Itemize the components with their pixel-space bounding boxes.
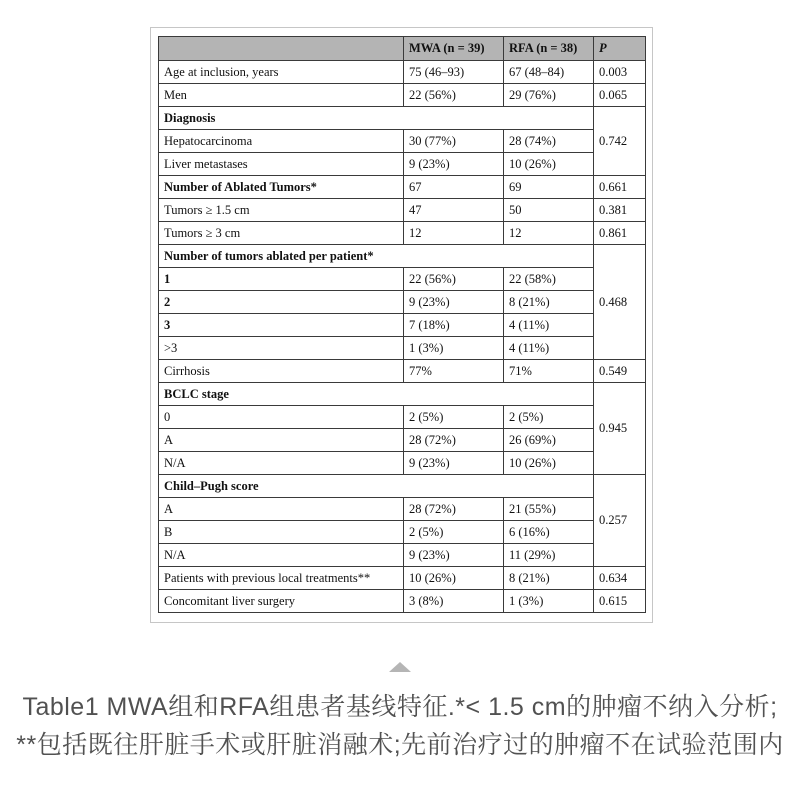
row-label-cell: Hepatocarcinoma [159, 130, 404, 153]
baseline-characteristics-table-card [150, 27, 653, 623]
table-row [159, 176, 646, 199]
table-row [159, 360, 646, 383]
rfa-value-cell: 28 (74%) [504, 130, 594, 153]
row-label-cell: A [159, 498, 404, 521]
mwa-value-cell: 77% [404, 360, 504, 383]
rfa-value-cell: 8 (21%) [504, 567, 594, 590]
mwa-value-cell: 22 (56%) [404, 268, 504, 291]
row-label-cell: Tumors ≥ 3 cm [159, 222, 404, 245]
row-label-cell: Cirrhosis [159, 360, 404, 383]
mwa-value-cell: 30 (77%) [404, 130, 504, 153]
mwa-value-cell: 3 (8%) [404, 590, 504, 613]
section-label-cell: Child–Pugh score [159, 475, 594, 498]
table-row [159, 314, 646, 337]
rfa-value-cell: 4 (11%) [504, 314, 594, 337]
p-column-header: P [594, 37, 646, 61]
row-label-cell: A [159, 429, 404, 452]
rfa-value-cell: 67 (48–84) [504, 61, 594, 84]
row-label-cell: N/A [159, 452, 404, 475]
mwa-value-cell: 2 (5%) [404, 406, 504, 429]
table-row [159, 268, 646, 291]
mwa-column-header: MWA (n = 39) [404, 37, 504, 61]
p-value-cell: 0.634 [594, 567, 646, 590]
mwa-value-cell: 75 (46–93) [404, 61, 504, 84]
p-value-cell: 0.257 [594, 475, 646, 567]
mwa-value-cell: 1 (3%) [404, 337, 504, 360]
caption-line-1: Table1 MWA组和RFA组患者基线特征.*< 1.5 cm的肿瘤不纳入分析; [22, 693, 778, 721]
rfa-value-cell: 69 [504, 176, 594, 199]
row-label-cell: 2 [159, 291, 404, 314]
table-row [159, 521, 646, 544]
table-row [159, 84, 646, 107]
table-row [159, 567, 646, 590]
table-row [159, 291, 646, 314]
mwa-value-cell: 28 (72%) [404, 498, 504, 521]
p-value-cell: 0.468 [594, 245, 646, 360]
mwa-value-cell: 47 [404, 199, 504, 222]
table-caption [0, 688, 800, 764]
rfa-value-cell: 22 (58%) [504, 268, 594, 291]
table-row [159, 544, 646, 567]
mwa-value-cell: 7 (18%) [404, 314, 504, 337]
rfa-value-cell: 10 (26%) [504, 153, 594, 176]
rfa-value-cell: 4 (11%) [504, 337, 594, 360]
table-row [159, 153, 646, 176]
row-label-cell: Tumors ≥ 1.5 cm [159, 199, 404, 222]
table-row [159, 337, 646, 360]
table-header-row [159, 37, 646, 61]
section-row [159, 475, 646, 498]
table-row [159, 452, 646, 475]
mwa-value-cell: 12 [404, 222, 504, 245]
rfa-value-cell: 1 (3%) [504, 590, 594, 613]
rfa-column-header: RFA (n = 38) [504, 37, 594, 61]
rfa-value-cell: 11 (29%) [504, 544, 594, 567]
label-column-header [159, 37, 404, 61]
mwa-value-cell: 10 (26%) [404, 567, 504, 590]
rfa-value-cell: 2 (5%) [504, 406, 594, 429]
section-row [159, 107, 646, 130]
p-value-cell: 0.003 [594, 61, 646, 84]
rfa-value-cell: 26 (69%) [504, 429, 594, 452]
mwa-value-cell: 22 (56%) [404, 84, 504, 107]
p-value-cell: 0.615 [594, 590, 646, 613]
rfa-value-cell: 21 (55%) [504, 498, 594, 521]
rfa-value-cell: 8 (21%) [504, 291, 594, 314]
table-row [159, 199, 646, 222]
mwa-value-cell: 67 [404, 176, 504, 199]
table-row [159, 130, 646, 153]
mwa-value-cell: 2 (5%) [404, 521, 504, 544]
row-label-cell: 3 [159, 314, 404, 337]
row-label-cell: 0 [159, 406, 404, 429]
table-row [159, 406, 646, 429]
caption-line-2: **包括既往肝脏手术或肝脏消融术;先前治疗过的肿瘤不在试验范围内 [16, 731, 784, 759]
rfa-value-cell: 12 [504, 222, 594, 245]
p-value-cell: 0.742 [594, 107, 646, 176]
triangle-up-icon [389, 662, 411, 672]
section-row [159, 383, 646, 406]
row-label-cell: Patients with previous local treatments** [159, 567, 404, 590]
section-label-cell: Diagnosis [159, 107, 594, 130]
section-label-cell: BCLC stage [159, 383, 594, 406]
row-label-cell: Age at inclusion, years [159, 61, 404, 84]
baseline-characteristics-table [158, 36, 646, 613]
table-row [159, 222, 646, 245]
row-label-cell: N/A [159, 544, 404, 567]
mwa-value-cell: 9 (23%) [404, 291, 504, 314]
rfa-value-cell: 10 (26%) [504, 452, 594, 475]
mwa-value-cell: 28 (72%) [404, 429, 504, 452]
section-label-cell: Number of tumors ablated per patient* [159, 245, 594, 268]
rfa-value-cell: 71% [504, 360, 594, 383]
mwa-value-cell: 9 (23%) [404, 544, 504, 567]
row-label-cell: Liver metastases [159, 153, 404, 176]
p-value-cell: 0.945 [594, 383, 646, 475]
rfa-value-cell: 6 (16%) [504, 521, 594, 544]
p-value-cell: 0.661 [594, 176, 646, 199]
row-label-cell: Concomitant liver surgery [159, 590, 404, 613]
section-row [159, 245, 646, 268]
table-row [159, 61, 646, 84]
table-row [159, 429, 646, 452]
p-value-cell: 0.861 [594, 222, 646, 245]
mwa-value-cell: 9 (23%) [404, 153, 504, 176]
row-label-cell: Number of Ablated Tumors* [159, 176, 404, 199]
p-value-cell: 0.381 [594, 199, 646, 222]
mwa-value-cell: 9 (23%) [404, 452, 504, 475]
p-value-cell: 0.549 [594, 360, 646, 383]
table-row [159, 590, 646, 613]
row-label-cell: Men [159, 84, 404, 107]
table-row [159, 498, 646, 521]
rfa-value-cell: 50 [504, 199, 594, 222]
row-label-cell: 1 [159, 268, 404, 291]
row-label-cell: >3 [159, 337, 404, 360]
p-value-cell: 0.065 [594, 84, 646, 107]
rfa-value-cell: 29 (76%) [504, 84, 594, 107]
row-label-cell: B [159, 521, 404, 544]
